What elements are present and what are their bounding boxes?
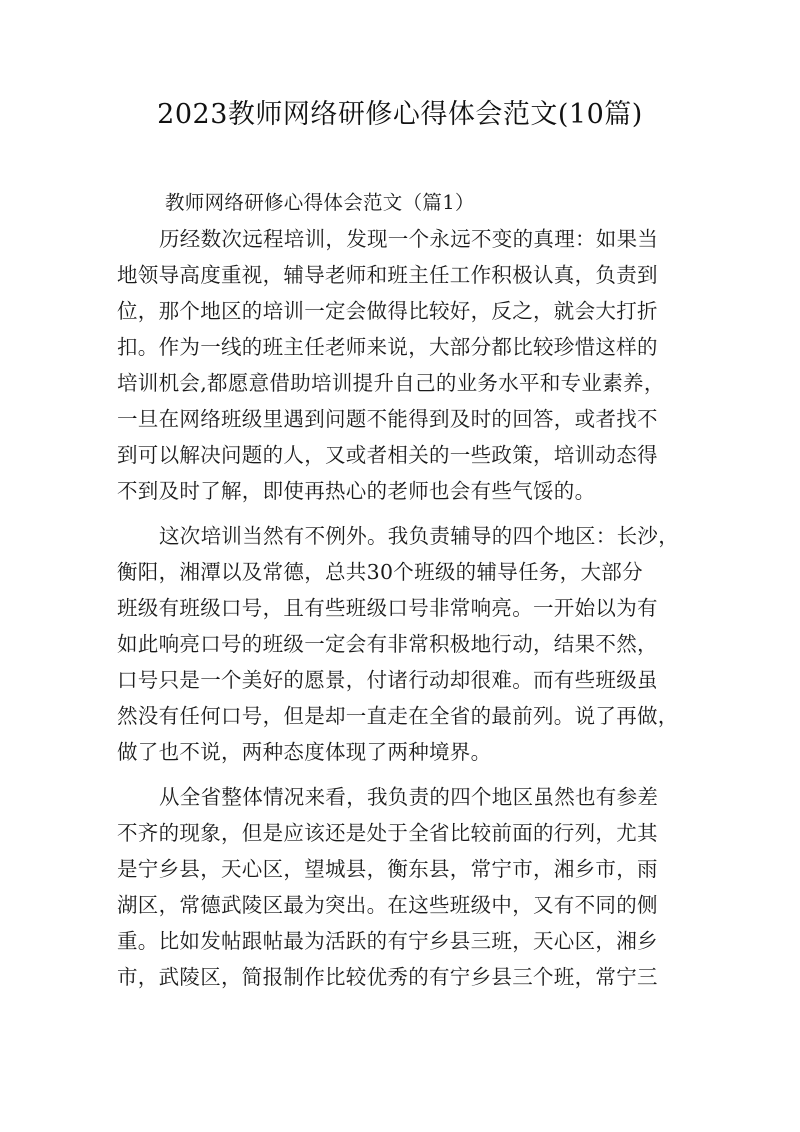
paragraph-line: 一旦在网络班级里遇到问题不能得到及时的回答，或者找不 bbox=[117, 407, 658, 431]
paragraph-line: 不齐的现象，但是应该还是处于全省比较前面的行列，尤其 bbox=[117, 821, 658, 845]
paragraph-line: 如此响亮口号的班级一定会有非常积极地行动，结果不然， bbox=[117, 632, 658, 656]
document-title: 2023教师网络研修心得体会范文(10篇) bbox=[157, 99, 643, 130]
paragraph-3 bbox=[117, 779, 687, 995]
paragraph-1 bbox=[117, 221, 687, 509]
paragraph-line: 衡阳，湘潭以及常德，总共30个班级的辅导任务，大部分 bbox=[117, 560, 643, 584]
paragraph-line: 从全省整体情况来看，我负责的四个地区虽然也有参差 bbox=[159, 785, 659, 809]
paragraph-line: 是宁乡县，天心区，望城县，衡东县，常宁市，湘乡市，雨 bbox=[117, 857, 658, 881]
document-body bbox=[117, 185, 687, 1004]
paragraph-line: 扣。作为一线的班主任老师来说，大部分都比较珍惜这样的 bbox=[117, 335, 658, 359]
paragraph-line: 不到及时了解，即使再热心的老师也会有些气馁的。 bbox=[117, 479, 596, 503]
paragraph-line: 然没有任何口号，但是却一直走在全省的最前列。说了再做， bbox=[117, 704, 679, 728]
paragraph-line: 位，那个地区的培训一定会做得比较好，反之，就会大打折 bbox=[117, 299, 658, 323]
paragraph-line: 口号只是一个美好的愿景，付诸行动却很难。而有些班级虽 bbox=[117, 668, 658, 692]
paragraph-line: 湖区，常德武陵区最为突出。在这些班级中，又有不同的侧 bbox=[117, 893, 658, 917]
paragraph-line: 做了也不说，两种态度体现了两种境界。 bbox=[117, 740, 492, 764]
paragraph-line: 市，武陵区，简报制作比较优秀的有宁乡县三个班，常宁三 bbox=[117, 965, 658, 989]
paragraph-line: 地领导高度重视，辅导老师和班主任工作积极认真，负责到 bbox=[117, 263, 658, 287]
paragraph-line: 重。比如发帖跟帖最为活跃的有宁乡县三班，天心区，湘乡 bbox=[117, 929, 658, 953]
paragraph-line: 历经数次远程培训，发现一个永远不变的真理：如果当 bbox=[159, 227, 659, 251]
paragraph-2 bbox=[117, 518, 687, 770]
section-heading: 教师网络研修心得体会范文（篇1） bbox=[165, 191, 475, 214]
paragraph-line: 这次培训当然有不例外。我负责辅导的四个地区：长沙， bbox=[159, 524, 679, 548]
paragraph-line: 班级有班级口号，且有些班级口号非常响亮。一开始以为有 bbox=[117, 596, 658, 620]
paragraph-line: 到可以解决问题的人，又或者相关的一些政策，培训动态得 bbox=[117, 443, 658, 467]
paragraph-line: 培训机会,都愿意借助培训提升自己的业务水平和专业素养， bbox=[117, 371, 665, 395]
